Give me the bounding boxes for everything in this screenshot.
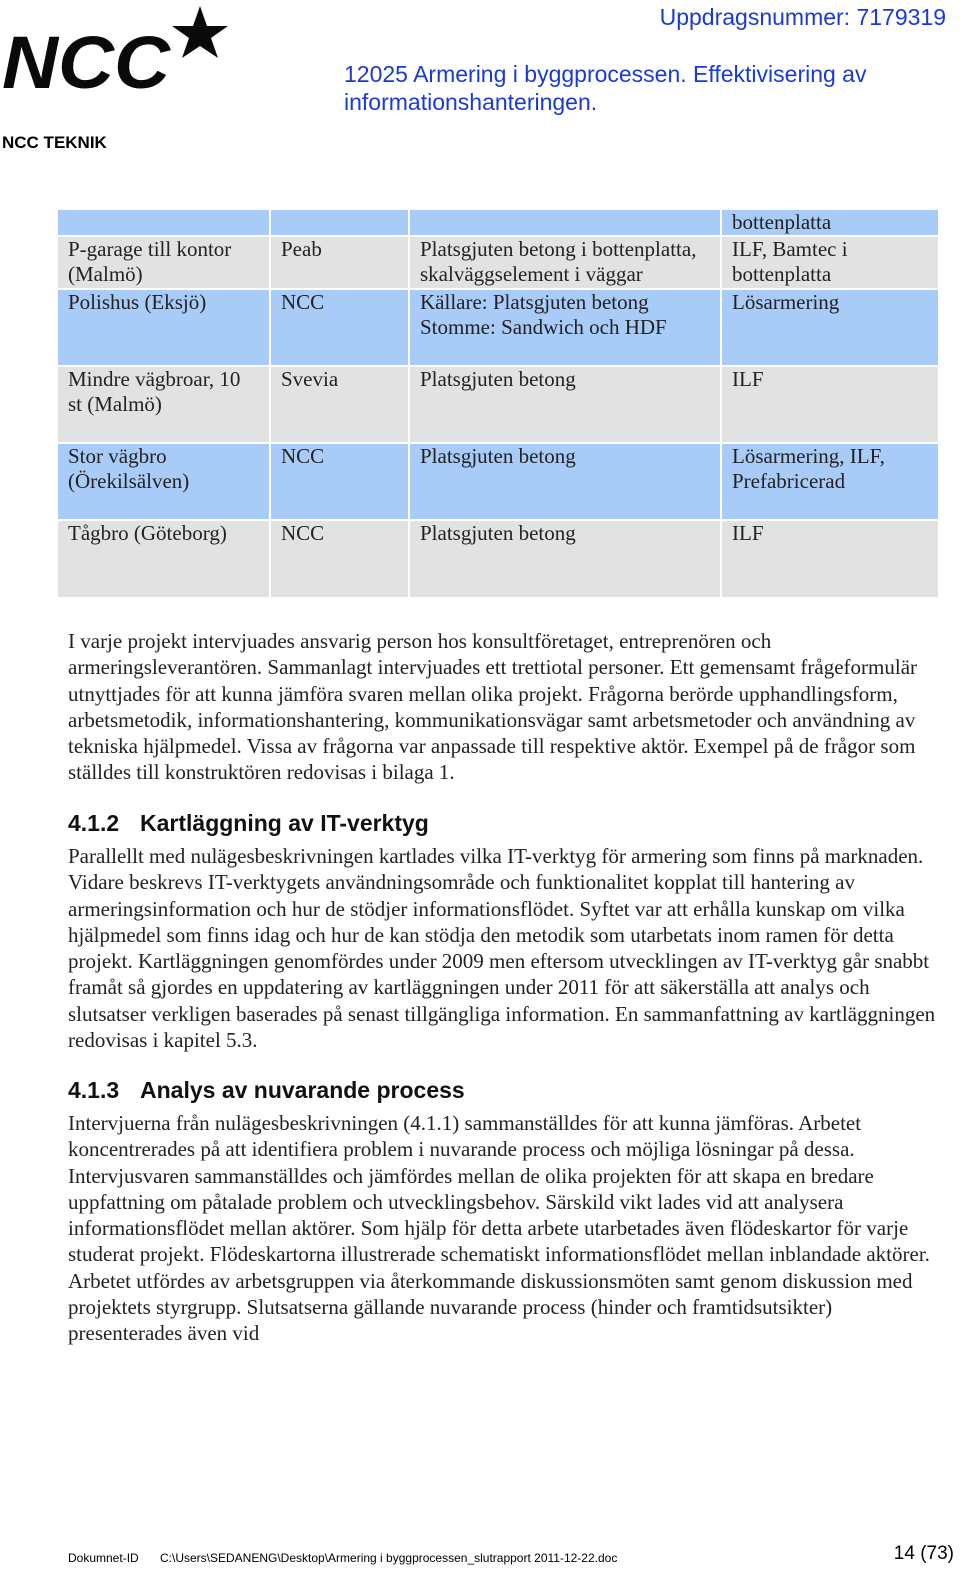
table-cell: Peab: [270, 236, 409, 289]
table-cell: Källare: Platsgjuten betong Stomme: Sandwich och HDF: [409, 289, 721, 366]
section-title: Analys av nuvarande process: [140, 1077, 465, 1103]
intro-paragraph: I varje projekt intervjuades ansvarig person hos konsultföretaget, entreprenören och armeringsleverantören. Sammanlagt intervjuades ett trettiotal personer. Ett gemensamt frågeformulär utnyttjades för att kunna jämföra svaren mellan olika projekt. Frågorna berörde upphandlingsform, arbetsmetodik, informationshantering, kommunikationsvägar samt arbetsmetoder och användning av tekniska hjälpmedel. Vissa av frågorna var anpassade till respektive aktör. Exempel på de frågor som ställdes till konstruktören redovisas i bilaga 1.: [68, 629, 918, 785]
table-row: [58, 520, 938, 598]
table-cell: [409, 210, 721, 236]
table-row: [58, 443, 938, 520]
section-number: 4.1.2: [68, 810, 120, 836]
section-heading-413: [68, 1077, 465, 1104]
star-icon: [172, 6, 228, 58]
table-cell: Platsgjuten betong: [409, 443, 721, 520]
table-cell: NCC: [270, 289, 409, 366]
table-cell: NCC: [270, 443, 409, 520]
table-cell: bottenplatta: [721, 210, 938, 236]
table-cell: Lösarmering, ILF, Prefabricerad: [721, 443, 938, 520]
table-cell: Platsgjuten betong i bottenplatta, skalväggselement i väggar: [409, 236, 721, 289]
page-number: 14 (73): [893, 1543, 954, 1564]
section-413-paragraph: Intervjuerna från nulägesbeskrivningen (4.1.1) sammanställdes för att kunna jämföras. Arbetet koncentrerades på att identifiera problem i nuvarande process och möjliga lösningar på dessa. Intervjusvaren sammanställdes och jämfördes mellan de olika projekten för att skapa en bredare uppfattning om påtalade problem och utvecklingsbehov. Särskild vikt lades vid att analysera informationsflödet mellan aktörer. Som hjälp för detta arbete utarbetades även flödeskartor för varje studerat projekt. Flödeskartorna illustrerade schematiskt informationsflödet mellan inblandade aktörer. Arbetet utfördes av arbetsgruppen via återkommande diskussionsmöten samt genom diskussion med projektets styrgrupp. Slutsatserna gällande nuvarande process (hinder och framtidsutsikter) presenterades även vid: [68, 1111, 930, 1346]
section-heading-412: [68, 810, 429, 837]
section-412-paragraph: Parallellt med nulägesbeskrivningen kartlades vilka IT-verktyg för armering som finns på marknaden. Vidare beskrevs IT-verktygets användningsområde och funktionalitet kopplat till hantering av armeringsinformation och hur de stödjer informationsflödet. Syftet var att erhålla kunskap om vilka hjälpmedel som finns idag och hur de kan stödja den metodik som utarbetats inom ramen för detta projekt. Kartläggningen genomfördes under 2009 men eftersom utvecklingen av IT-verktyg går snabbt framåt så gjordes en uppdatering av kartläggningen under 2011 för att säkerställa att analys och slutsatser verkligen baserades på senast tillgängliga information. En sammanfattning av kartläggningen redovisas i kapitel 5.3.: [68, 844, 936, 1053]
table-cell: P-garage till kontor (Malmö): [58, 236, 270, 289]
table-cell: [58, 210, 270, 236]
table-row: [58, 236, 938, 289]
table-cell: Platsgjuten betong: [409, 366, 721, 443]
footer-doc-id-label: Dokumnet-ID: [68, 1551, 139, 1565]
table-row: [58, 366, 938, 443]
table-cell: Tågbro (Göteborg): [58, 520, 270, 598]
table-cell: Mindre vägbroar, 10 st (Malmö): [58, 366, 270, 443]
ncc-logo: [0, 4, 232, 96]
table-cell: [270, 210, 409, 236]
table-row: [58, 210, 938, 236]
table-cell: ILF: [721, 520, 938, 598]
table-cell: Stor vägbro (Örekilsälven): [58, 443, 270, 520]
section-number: 4.1.3: [68, 1077, 120, 1103]
table-cell: ILF, Bamtec i bottenplatta: [721, 236, 938, 289]
table-row: [58, 289, 938, 366]
table-cell: NCC: [270, 520, 409, 598]
document-title: 12025 Armering i byggprocessen. Effektivisering av informationshanteringen.: [344, 61, 867, 115]
section-title: Kartläggning av IT-verktyg: [140, 810, 429, 836]
department-label: NCC TEKNIK: [2, 133, 107, 152]
ncc-logo-mark: [0, 4, 232, 96]
table-cell: Svevia: [270, 366, 409, 443]
table-cell: ILF: [721, 366, 938, 443]
logo-text: NCC: [2, 21, 172, 96]
table-cell: Platsgjuten betong: [409, 520, 721, 598]
table-cell: Lösarmering: [721, 289, 938, 366]
project-table: [58, 210, 938, 599]
table-cell: Polishus (Eksjö): [58, 289, 270, 366]
document-number: Uppdragsnummer: 7179319: [659, 4, 946, 30]
footer-file-path: C:\Users\SEDANENG\Desktop\Armering i byggprocessen_slutrapport 2011-12-22.doc: [160, 1551, 618, 1565]
